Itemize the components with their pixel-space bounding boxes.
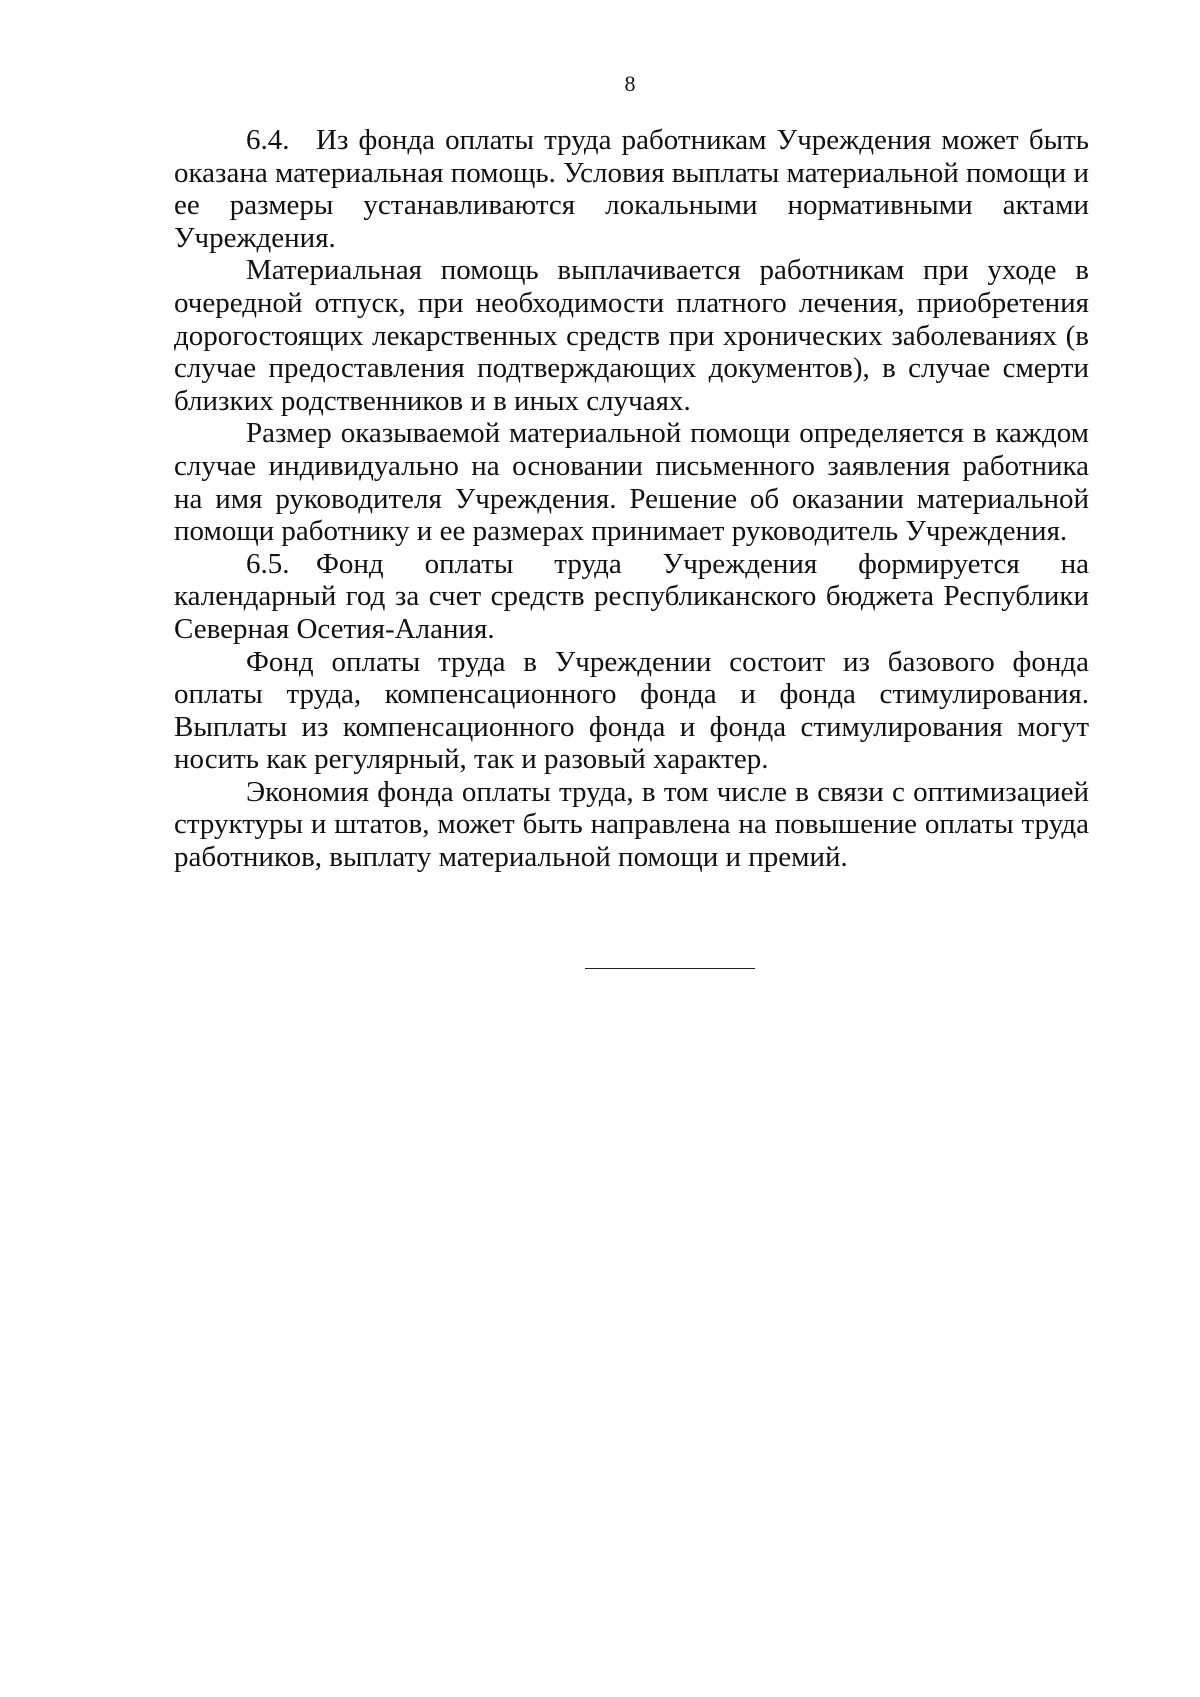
paragraph-material-aid-amount bbox=[174, 417, 1089, 547]
paragraph-text: Экономия фонда оплаты труда, в том числе в связи с оптимизацией структуры и штатов, может быть направлена на повышение оплаты труда работников, выплату материальной помощи и премий. bbox=[174, 775, 1089, 874]
end-divider-line bbox=[585, 968, 755, 969]
paragraph-text: Фонд оплаты труда в Учреждении состоит из базового фонда оплаты труда, компенсационного фонда и фонда стимулирования. Выплаты из компенсационного фонда и фонда стимулирования могут носить как регулярный, так и разовый характер. bbox=[174, 645, 1089, 776]
page-number: 8 bbox=[624, 71, 636, 96]
paragraph-6-5 bbox=[174, 548, 1089, 646]
paragraph-material-aid-cases bbox=[174, 254, 1089, 417]
paragraph-text: Из фонда оплаты труда работникам Учреждения может быть оказана материальная помощь. Условия выплаты материальной помощи и ее размеры устанавливаются локальными нормативными актами Учреждения. bbox=[174, 124, 1089, 254]
paragraph-text: Материальная помощь выплачивается работникам при уходе в очередной отпуск, при необходимости платного лечения, приобретения дорогостоящих лекарственных средств при хронических заболеваниях (в случае предоставления подтверждающих документов), в случае смерти близких родственников и в иных случаях. bbox=[174, 254, 1089, 417]
clause-number: 6.5. bbox=[246, 547, 290, 580]
paragraph-text: Фонд оплаты труда Учреждения формируется на календарный год за счет средств республиканского бюджета Республики Северная Осетия-Алания. bbox=[174, 547, 1089, 645]
paragraph-6-4 bbox=[174, 124, 1089, 254]
document-body bbox=[174, 124, 1089, 874]
paragraph-text: Размер оказываемой материальной помощи определяется в каждом случае индивидуально на основании письменного заявления работника на имя руководителя Учреждения. Решение об оказании материальной помощи работнику и ее размерах принимает руководитель Учреждения. bbox=[174, 417, 1089, 548]
paragraph-fund-savings bbox=[174, 776, 1089, 874]
paragraph-fund-structure bbox=[174, 646, 1089, 776]
clause-number: 6.4. bbox=[246, 124, 290, 156]
